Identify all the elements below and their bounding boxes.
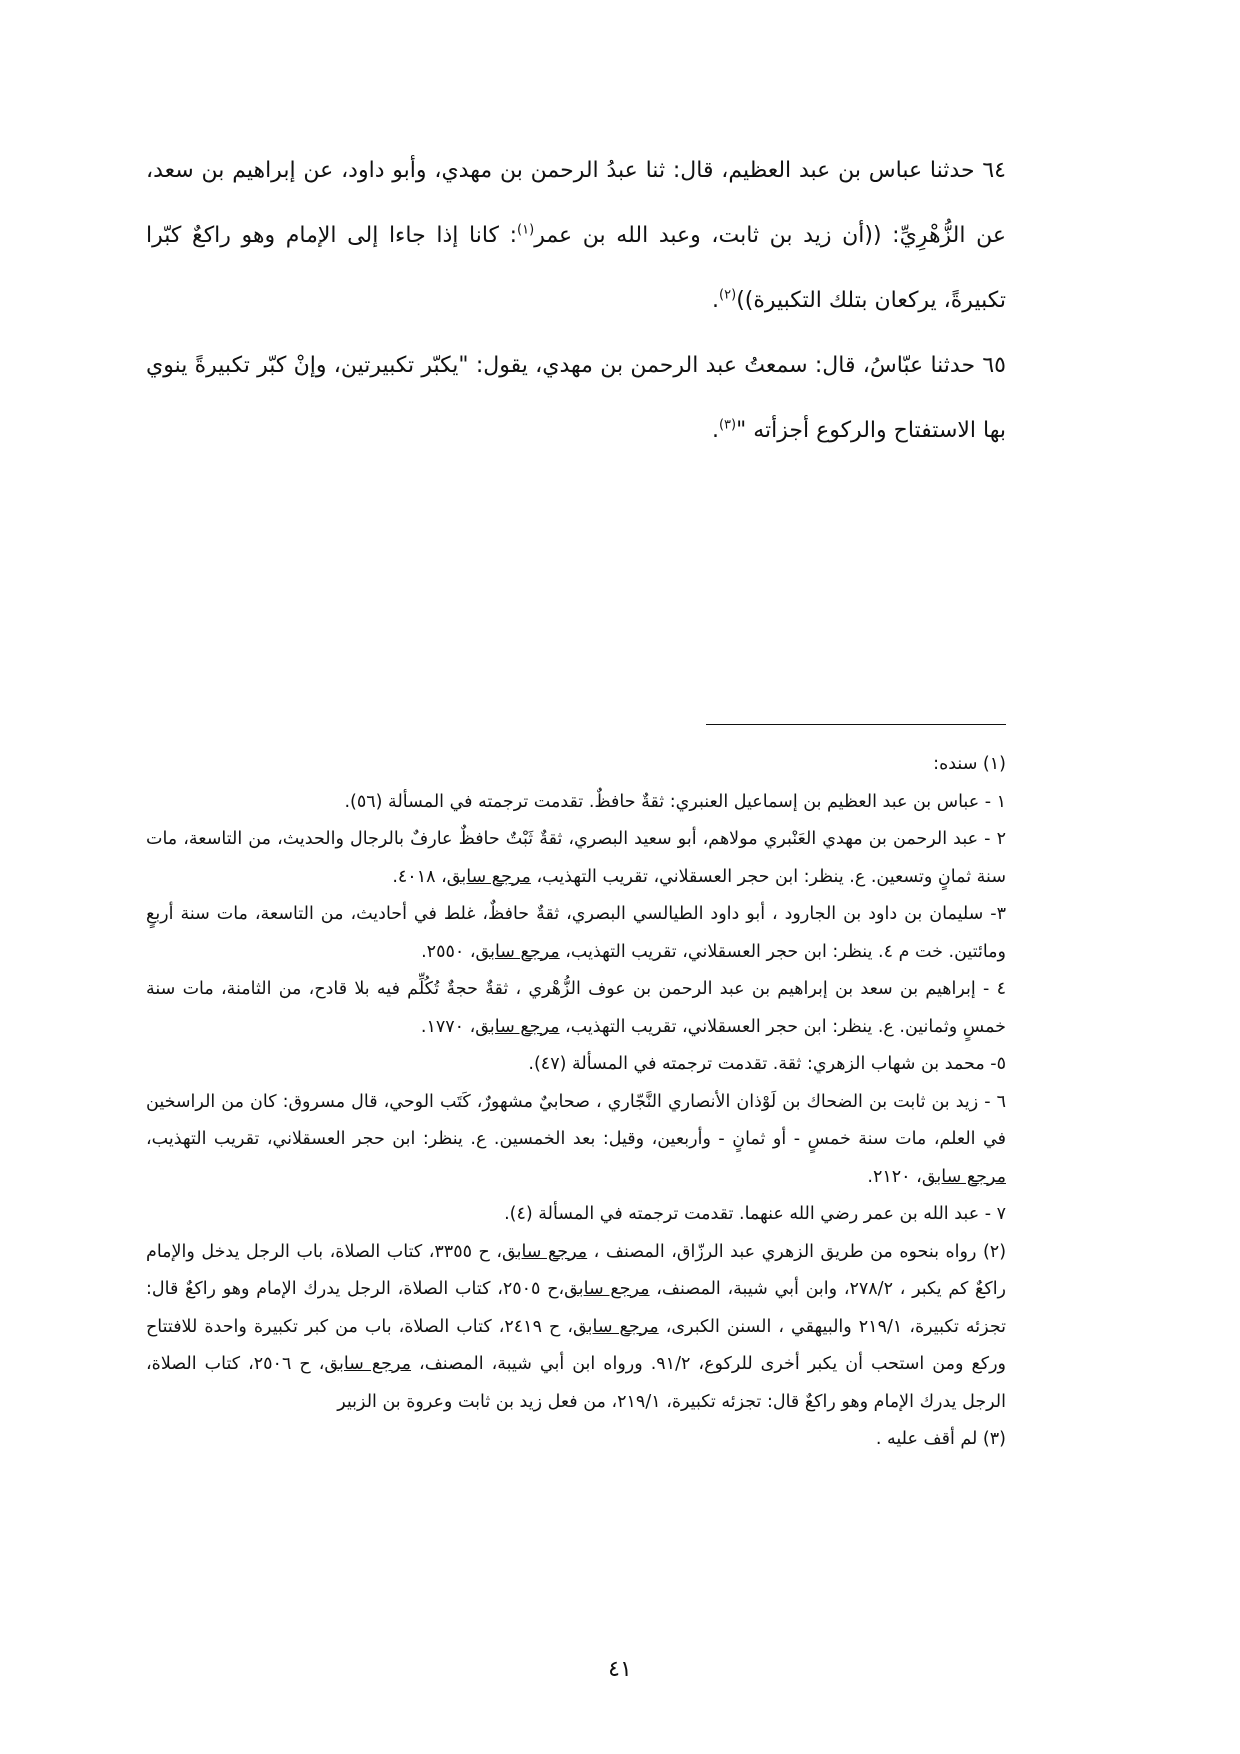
footnote-1-item-3-text: ٣- سليمان بن داود بن الجارود ، أبو داود الطيالسي البصري، ثقةٌ حافظٌ، غلط في أحاديث، من التاسعة، مات سنة أربعٍ ومائتين. خت م ٤. ينظر: ابن حجر العسقلاني، تقريب التهذيب،: [146, 904, 1006, 962]
footnote-1-item-2: [146, 821, 1006, 896]
footnote-1-item-5: ٥- محمد بن شهاب الزهري: ثقة. تقدمت ترجمته في المسألة (٤٧).: [528, 1054, 1006, 1074]
footnote-2: [146, 1234, 1006, 1422]
footnote-1-item-3: [146, 896, 1006, 971]
footnote-1-item-4-text: ٤ - إبراهيم بن سعد بن إبراهيم بن عبد الرحمن بن عوف الزُّهْري ، ثقةٌ حجةٌ تُكُلِّم فيه بلا قادح، من الثامنة، مات سنة خمسٍ وثمانين. ع. ينظر: ابن حجر العسقلاني، تقريب التهذيب،: [146, 979, 1006, 1037]
reference-link: مرجع سابق: [446, 866, 531, 887]
reference-link: مرجع سابق: [573, 1316, 659, 1337]
main-text: [146, 138, 1006, 463]
footnote-1-item-7: ٧ - عبد الله بن عمر رضي الله عنهما. تقدمت ترجمته في المسألة (٤).: [504, 1204, 1006, 1224]
footnote-3: (٣) لم أقف عليه .: [875, 1429, 1006, 1449]
reference-link: مرجع سابق: [502, 1241, 588, 1262]
footnote-2-text-b: ، ح ٣٣٥٥، كتاب الصلاة، باب الرجل يدخل والإمام راكعٌ كم يكبر ، ٢٧٨/٢، وابن أبي شيبة، المصنف،: [146, 1241, 1007, 1299]
paragraph-65-end: .: [711, 418, 719, 443]
footnote-2-text-e: ، ح ٢٥٠٦، كتاب الصلاة، الرجل يدرك الإمام وهو راكعٌ قال: تجزئه تكبيرة، ٢١٩/١، من فعل زيد بن ثابت وعروة بن الزبير: [146, 1354, 1006, 1412]
footnote-ref-2[interactable]: (٢): [719, 287, 737, 303]
paragraph-64-text-b: : كانا إذا جاءا إلى الإمام وهو راكعٌ كبّرا تكبيرةً، يركعان بتلك التكبيرة)): [146, 223, 1006, 313]
reference-link: مرجع سابق: [564, 1279, 650, 1299]
paragraph-65-text: ٦٥ حدثنا عبّاسُ، قال: سمعتُ عبد الرحمن بن مهدي، يقول: "يكبّر تكبيرتين، وإنْ كبّر تكبيرةً ينوي بها الاستفتاح والركوع أجزأته ": [146, 353, 1006, 443]
footnote-1-item-6-text: ٦ - زيد بن ثابت بن الضحاك بن لَوْذان الأنصاري النَّجّاري ، صحابيٌ مشهورٌ، كَتَب الوحي، قال مسروق: كان من الراسخين في العلم، مات سنة خمسٍ - أو ثمانٍ - وأربعين، وقيل: بعد الخمسين. ع. ينظر: ابن حجر العسقلاني، تقريب التهذيب،: [146, 1091, 1006, 1149]
reference-link: مرجع سابق: [475, 941, 560, 962]
footnote-2-text-c: ،ح ٢٥٠٥، كتاب الصلاة، الرجل يدرك الإمام وهو راكعٌ قال: تجزئه تكبيرة، ٢١٩/١ والبيهقي ، السنن الكبرى،: [146, 1279, 1006, 1337]
reference-link: مرجع سابق: [921, 1166, 1006, 1187]
footnotes: [146, 746, 1006, 1459]
footnote-1-item-2-end: ، ٤٠١٨.: [392, 866, 447, 887]
paragraph-64-text-a: ٦٤ حدثنا عباس بن عبد العظيم، قال: ثنا عبدُ الرحمن بن مهدي، وأبو داود، عن إبراهيم بن سعد، عن الزُّهْرِيِّ: ((أن زيد بن ثابت، وعبد الله بن عمر: [146, 158, 1007, 248]
page-number: ٤١: [608, 1657, 632, 1682]
footnote-1-item-1: ١ - عباس بن عبد العظيم بن إسماعيل العنبري: ثقةٌ حافظٌ. تقدمت ترجمته في المسألة (٥٦).: [344, 791, 1006, 812]
reference-link: مرجع سابق: [475, 1016, 560, 1037]
footnote-2-text-a: (٢) رواه بنحوه من طريق الزهري عبد الرزّاق، المصنف ،: [587, 1241, 1007, 1262]
footnote-2-text-d: ، ح ٢٤١٩، كتاب الصلاة، باب من كبر تكبيرة واحدة للافتتاح وركع ومن استحب أن يكبر أخرى للركوع، ٩١/٢. ورواه ابن أبي شيبة، المصنف،: [146, 1316, 1007, 1374]
footnote-1-item-3-end: ، ٢٥٥٠.: [421, 941, 476, 962]
reference-link: مرجع سابق: [324, 1354, 412, 1374]
footnote-1-heading: (١) سنده:: [933, 754, 1006, 774]
paragraph-64: [146, 138, 1006, 333]
footnote-separator: [706, 724, 1006, 725]
footnote-1-item-4-end: ، ١٧٧٠.: [420, 1016, 476, 1037]
footnote-ref-1[interactable]: (١): [517, 222, 535, 238]
footnote-1-item-6: [146, 1084, 1006, 1197]
footnote-ref-3[interactable]: (٣): [718, 417, 737, 433]
footnote-1-item-4: [146, 971, 1006, 1046]
paragraph-65: [146, 333, 1006, 463]
paragraph-64-end: .: [712, 288, 720, 313]
footnote-1-item-2-text: ٢ - عبد الرحمن بن مهدي العَنْبري مولاهم، أبو سعيد البصري، ثقةٌ ثَبْتٌ حافظٌ عارفٌ بالرجال والحديث، من التاسعة، مات سنة ثمانٍ وتسعين. ع. ينظر: ابن حجر العسقلاني، تقريب التهذيب،: [146, 829, 1006, 887]
footnote-1-item-6-end: ، ٢١٢٠.: [867, 1166, 922, 1187]
